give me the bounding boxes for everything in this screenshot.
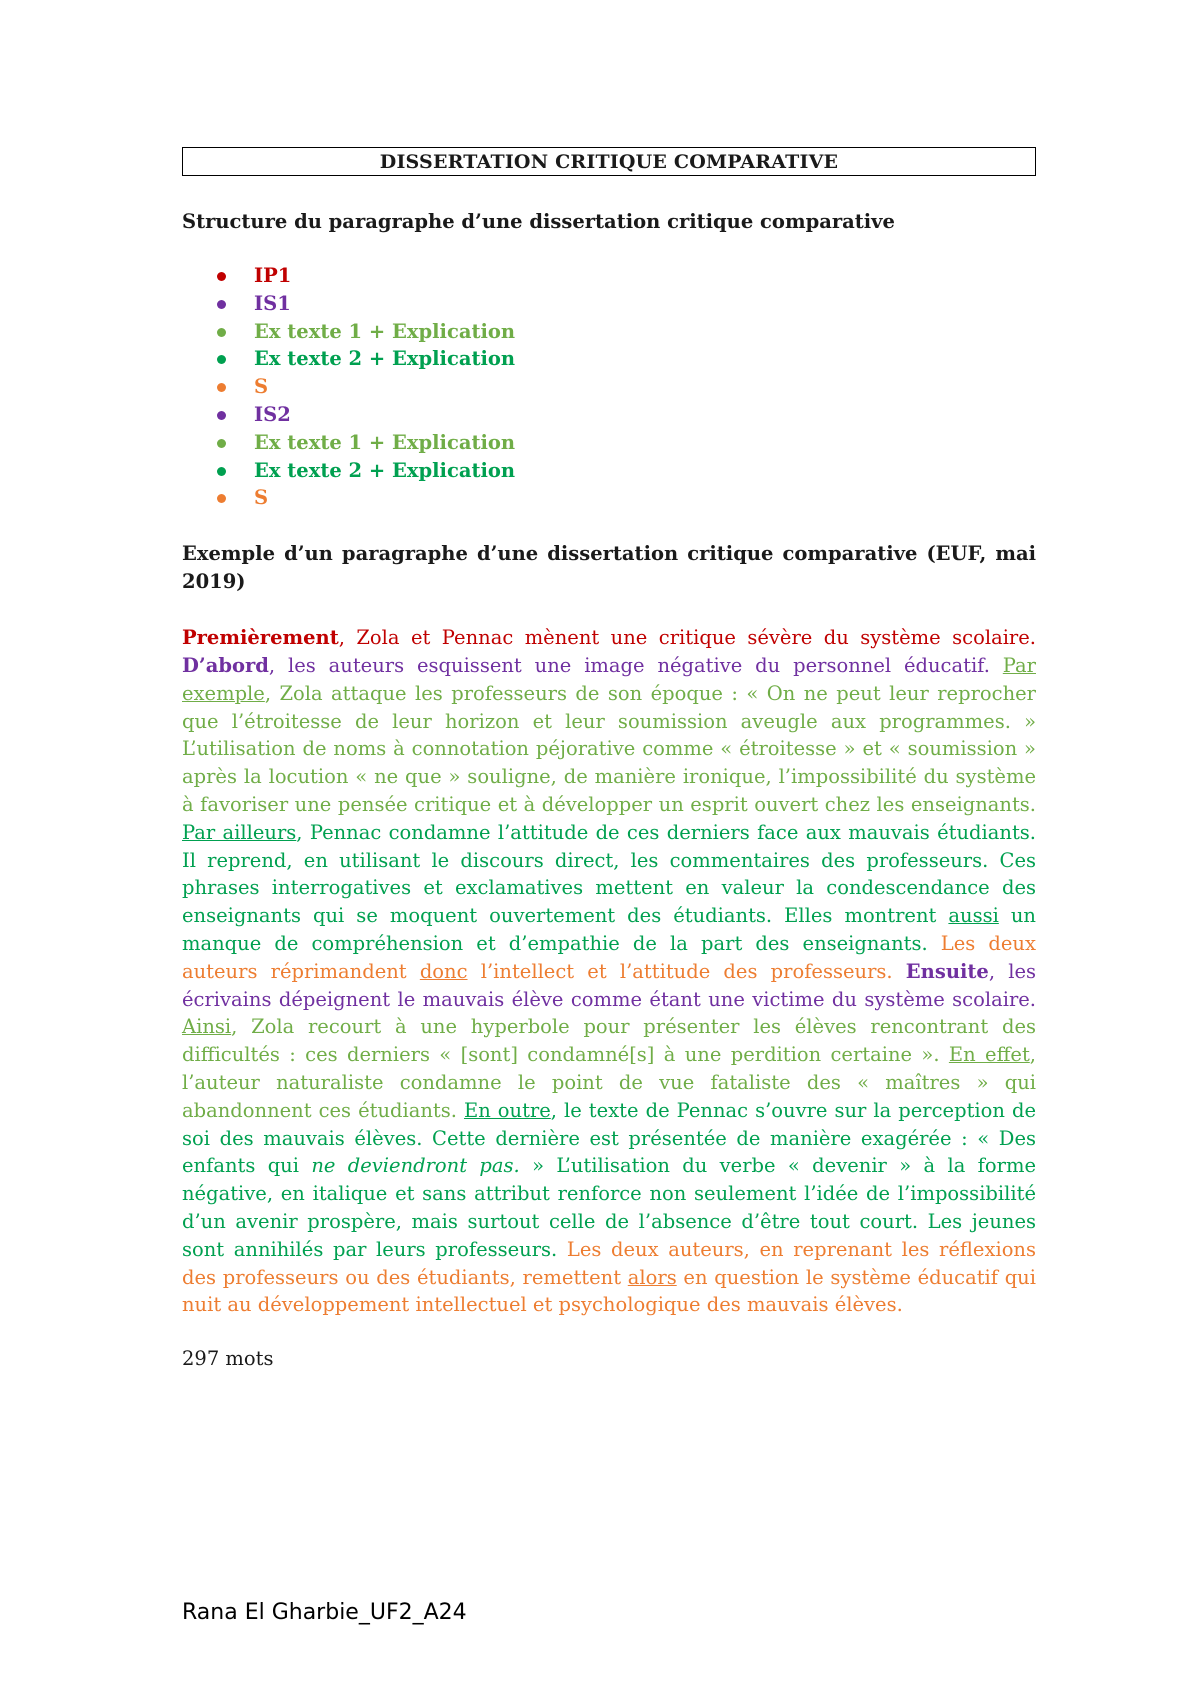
bullet-dot-icon xyxy=(217,467,226,476)
structure-item-label: S xyxy=(254,375,269,399)
paragraph-segment-ex1: En effet xyxy=(948,1043,1030,1067)
structure-list xyxy=(182,262,1036,512)
structure-item-label: IS1 xyxy=(254,291,291,315)
paragraph-segment-s: l’intellect et l’attitude des professeurs. xyxy=(467,959,906,983)
paragraph-segment-ex2: , Pennac condamne l’attitude de ces derniers face aux mauvais étudiants. Il reprend, en utilisant le discours direct, les commentaires des professeurs. Ces phrases interrogatives et exclamatives mettent en valeur la condescendance des enseignants qui se moquent ouvertement des étudiants. Elles montrent xyxy=(182,820,1036,928)
paragraph-segment-ex2: , le texte de Pennac s’ouvre sur la perception de soi des mauvais élèves. Cette dernière est présentée de manière exagérée : « Des enfants qui xyxy=(182,1098,1036,1178)
bullet-dot-icon xyxy=(217,300,226,309)
structure-item-label: Ex texte 2 + Explication xyxy=(254,347,516,371)
paragraph-segment-s: donc xyxy=(419,959,468,983)
example-paragraph xyxy=(182,624,1036,1319)
structure-item xyxy=(217,290,1036,318)
document-title: DISSERTATION CRITIQUE COMPARATIVE xyxy=(182,147,1036,176)
bullet-dot-icon xyxy=(217,328,226,337)
paragraph-segment-ip: , Zola et Pennac mènent une critique sévère du système scolaire. xyxy=(338,626,1036,650)
paragraph-segment-ex2: En outre xyxy=(463,1098,551,1122)
paragraph-segment-ex2: aussi xyxy=(948,904,999,928)
structure-item xyxy=(217,429,1036,457)
structure-item-label: IS2 xyxy=(254,402,291,426)
structure-item xyxy=(217,484,1036,512)
structure-item xyxy=(217,401,1036,429)
structure-item-label: IP1 xyxy=(254,264,292,287)
paragraph-segment-ex1: Par exemple xyxy=(182,653,1036,705)
structure-item xyxy=(217,262,1036,290)
paragraph-segment-ex1: , Zola recourt à une hyperbole pour présenter les élèves rencontrant des difficultés : ces derniers « [sont] condamné[s] à une perdition certaine ». xyxy=(182,1015,1036,1067)
bullet-dot-icon xyxy=(217,494,226,503)
bullet-dot-icon xyxy=(217,439,226,448)
paragraph-segment-ex2: » L’utilisation du verbe « devenir » à la forme négative, en italique et sans attribut renforce non seulement l’idée de l’impossibilité d’un avenir prospère, mais surtout celle de l’absence d’être tout court. Les jeunes sont annihilés par leurs professeurs. xyxy=(182,1154,1036,1261)
paragraph-segment-ip: Premièrement xyxy=(182,626,339,650)
example-heading: Exemple d’un paragraphe d’une dissertation critique comparative (EUF, mai 2019) xyxy=(182,542,1036,594)
structure-item-label: Ex texte 2 + Explication xyxy=(254,458,516,482)
document-page xyxy=(182,147,1036,1370)
structure-heading: Structure du paragraphe d’une dissertation critique comparative xyxy=(182,210,895,233)
paragraph-segment-s: Les deux auteurs, en reprenant les réflexions des professeurs ou des étudiants, remettent xyxy=(182,1237,1037,1289)
paragraph-segment-s: Les deux auteurs réprimandent xyxy=(182,931,1036,983)
bullet-dot-icon xyxy=(217,272,226,281)
paragraph-segment-ex1: , Zola attaque les professeurs de son époque : « On ne peut leur reprocher que l’étroitesse de leur horizon et leur soumission aveugle aux programmes. » L’utilisation de noms à connotation péjorative comme « étroitesse » et « soumission » après la locution « ne que » souligne, de manière ironique, l’impossibilité du système à favoriser une pensée critique et à développer un esprit ouvert chez les enseignants. xyxy=(182,681,1036,816)
word-count: 297 mots xyxy=(182,1347,274,1371)
paragraph-segment-s: alors xyxy=(627,1265,677,1289)
paragraph-segment-is: , les écrivains dépeignent le mauvais élève comme étant une victime du système scolaire. xyxy=(182,959,1037,1011)
paragraph-segment-s: en question le système éducatif qui nuit au développement intellectuel et psychologique des mauvais élèves. xyxy=(182,1265,1036,1317)
paragraph-segment-ex1: , l’auteur naturaliste condamne le point de vue fataliste des « maîtres » qui abandonnent ces étudiants. xyxy=(182,1043,1036,1122)
structure-item-label: Ex texte 1 + Explication xyxy=(254,319,516,343)
paragraph-segment-ex2: Par ailleurs xyxy=(182,820,297,844)
paragraph-segment-ex1: Ainsi xyxy=(182,1015,232,1039)
structure-item xyxy=(217,373,1036,401)
paragraph-segment-ex2: ne deviendront pas. xyxy=(311,1154,520,1178)
structure-item xyxy=(217,345,1036,373)
paragraph-segment-is: , les auteurs esquissent une image négative du personnel éducatif. xyxy=(268,653,1003,677)
structure-item-label: S xyxy=(254,486,269,510)
paragraph-segment-is: Ensuite xyxy=(905,959,989,983)
paragraph-segment-ex2: un manque de compréhension et d’empathie de la part des enseignants. xyxy=(182,904,1036,955)
structure-item xyxy=(217,318,1036,346)
structure-item-label: Ex texte 1 + Explication xyxy=(254,430,516,454)
bullet-dot-icon xyxy=(217,411,226,420)
bullet-dot-icon xyxy=(217,383,226,392)
structure-item xyxy=(217,457,1036,485)
bullet-dot-icon xyxy=(217,355,226,364)
footer-author: Rana El Gharbie_UF2_A24 xyxy=(182,1600,467,1625)
paragraph-segment-is: D’abord xyxy=(182,653,269,677)
